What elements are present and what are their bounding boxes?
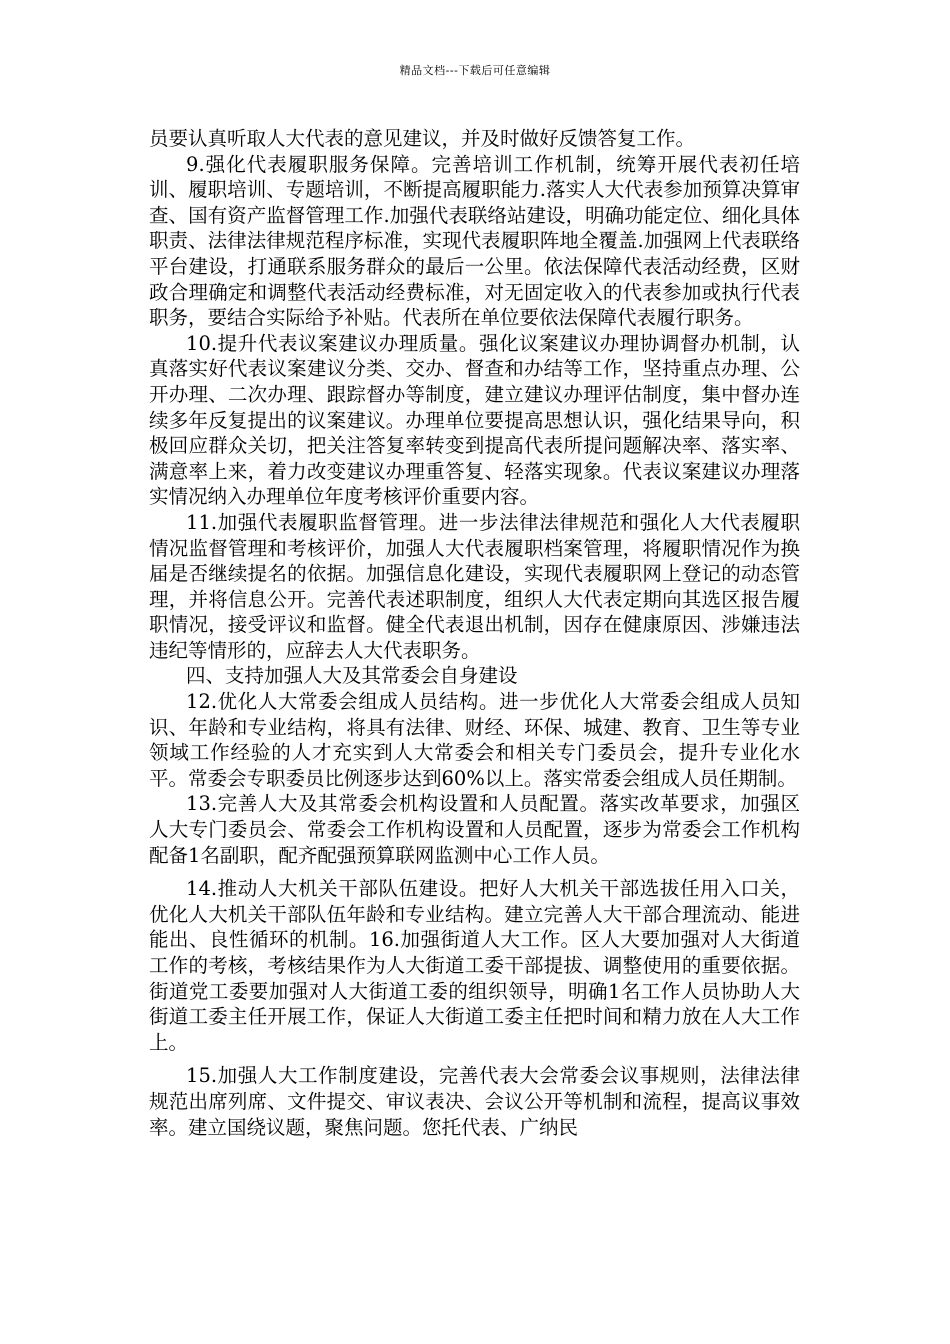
paragraph-item-11: 11.加强代表履职监督管理。进一步法律法律规范和强化人大代表履职情况监督管理和考核评价，加强人大代表履职档案管理，将履职情况作为换届是否继续提名的依据。加强信息化建设，实现代表履职网上登记的动态管理，并将信息公开。完善代表述职制度，组织人大代表定期向其选区报告履职情况，接受评议和监督。健全代表退出机制，因存在健康原因、涉嫌违法违纪等情形的，应辞去人大代表职务。	[149, 510, 800, 662]
paragraph-item-13: 13.完善人大及其常委会机构设置和人员配置。落实改革要求，加强区人大专门委员会、常委会工作机构设置和人员配置，逐步为常委会工作机构配备1名副职，配齐配强预算联网监测中心工作人员。	[149, 792, 800, 867]
paragraph-item-14: 14.推动人大机关干部队伍建设。把好人大机关干部选拔任用入口关，优化人大机关干部队伍年龄和专业结构。建立完善人大干部合理流动、能进能出、良性循环的机制。16.加强街道人大工作。区人大要加强对人大街道工作的考核，考核结果作为人大街道工委干部提拔、调整使用的重要依据。街道党工委要加强对人大街道工委的组织领导，明确1名工作人员协助人大街道工委主任开展工作，保证人大街道工委主任把时间和精力放在人大工作上。	[149, 877, 800, 1054]
paragraph-item-10: 10.提升代表议案建议办理质量。强化议案建议办理协调督办机制，认真落实好代表议案建议分类、交办、督查和办结等工作，坚持重点办理、公开办理、二次办理、跟踪督办等制度，建立建议办理评估制度，集中督办连续多年反复提出的议案建议。办理单位要提高思想认识，强化结果导向，积极回应群众关切，把关注答复率转变到提高代表所提问题解决率、落实率、满意率上来，着力改变建议办理重答复、轻落实现象。代表议案建议办理落实情况纳入办理单位年度考核评价重要内容。	[149, 331, 800, 509]
paragraph-item-9: 9.强化代表履职服务保障。完善培训工作机制，统筹开展代表初任培训、履职培训、专题培训，不断提高履职能力.落实人大代表参加预算决算审查、国有资产监督管理工作.加强代表联络站建设，明确功能定位、细化具体职责、法律法律规范程序标准，实现代表履职阵地全覆盖.加强网上代表联络平台建设，打通联系服务群众的最后一公里。依法保障代表活动经费，区财政合理确定和调整代表活动经费标准，对无固定收入的代表参加或执行代表职务，要结合实际给予补贴。代表所在单位要依法保障代表履行职务。	[149, 152, 800, 330]
paragraph-item-15: 15.加强人大工作制度建设，完善代表大会常委会议事规则，法律法律规范出席列席、文件提交、审议表决、会议公开等机制和流程，提高议事效率。建立国绕议题，聚焦问题。您托代表、广纳民	[149, 1064, 800, 1139]
page-header: 精品文档---下载后可任意编辑	[399, 64, 551, 77]
paragraph-item-12: 12.优化人大常委会组成人员结构。进一步优化人大常委会组成人员知识、年龄和专业结构，将具有法律、财经、环保、城建、教育、卫生等专业领域工作经验的人才充实到人大常委会和相关专门委员会，提升专业化水平。常委会专职委员比例逐步达到60%以上。落实常委会组成人员任期制。	[149, 690, 800, 790]
paragraph-continuation: 员要认真听取人大代表的意见建议，并及时做好反馈答复工作。	[149, 127, 696, 150]
section-heading-4: 四、支持加强人大及其常委会自身建设	[186, 664, 518, 688]
document-body	[149, 126, 800, 1140]
